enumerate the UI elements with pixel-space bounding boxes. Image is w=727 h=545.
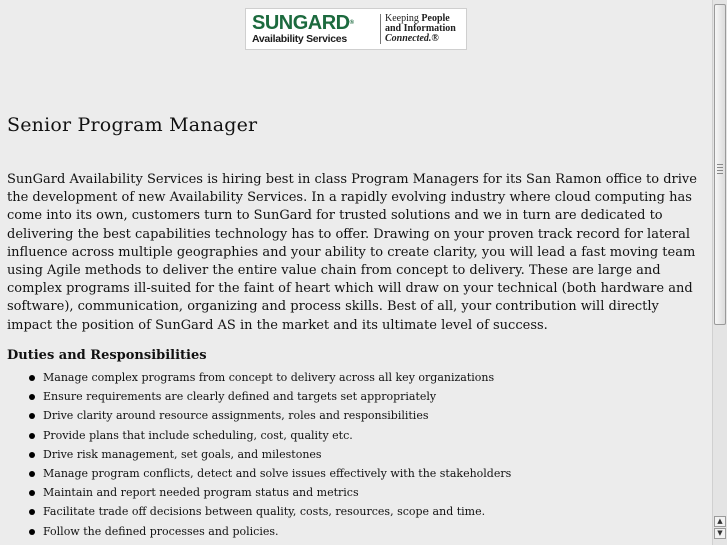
list-item-text: Follow the defined processes and policies. — [43, 524, 279, 538]
bullet-icon — [29, 509, 35, 515]
bullet-icon — [29, 490, 35, 496]
duties-list — [0, 368, 511, 541]
list-item — [0, 387, 511, 406]
list-item — [0, 502, 511, 521]
grip-icon — [717, 164, 723, 176]
scroll-down-button[interactable]: ▼ — [714, 528, 726, 539]
sungard-logo — [245, 8, 467, 50]
list-item — [0, 368, 511, 387]
logo-wordmark — [246, 9, 380, 49]
logo-tagline: Keeping People and Information Connected.® — [385, 13, 456, 44]
bullet-icon — [29, 529, 35, 535]
list-item-text: Drive risk management, set goals, and milestones — [43, 447, 322, 461]
vertical-scrollbar[interactable] — [712, 0, 727, 545]
page-title: Senior Program Manager — [7, 114, 258, 136]
list-item-text: Provide plans that include scheduling, cost, quality etc. — [43, 428, 353, 442]
bullet-icon — [29, 394, 35, 400]
bullet-icon — [29, 433, 35, 439]
list-item — [0, 483, 511, 502]
list-item — [0, 406, 511, 425]
logo-subtitle: Availability Services — [252, 33, 347, 45]
list-item-text: Ensure requirements are clearly defined and targets set appropriately — [43, 390, 437, 404]
list-item — [0, 426, 511, 445]
bullet-icon — [29, 452, 35, 458]
scroll-up-button[interactable]: ▲ — [714, 516, 726, 527]
list-item-text: Drive clarity around resource assignments, roles and responsibilities — [43, 409, 429, 423]
bullet-icon — [29, 471, 35, 477]
duties-heading: Duties and Responsibilities — [7, 348, 207, 363]
bullet-icon — [29, 413, 35, 419]
list-item-text: Manage program conflicts, detect and solve issues effectively with the stakeholders — [43, 466, 512, 480]
list-item-text: Maintain and report needed program status and metrics — [43, 486, 359, 500]
logo-brand: SUNGARD® — [252, 12, 354, 34]
list-item — [0, 445, 511, 464]
intro-paragraph: SunGard Availability Services is hiring best in class Program Managers for its San Ramon office to drive the development of new Availability Services. In a rapidly evolving industry where cloud computing has come into its own, customers turn to SunGard for trusted solutions and we in turn are dedicated to delivering the best capabilities technology has to offer. Drawing on your proven track record for lateral influence across multiple geographies and your ability to create clarity, you will lead a fast moving team using Agile methods to deliver the entire value chain from concept to delivery. These are large and complex programs ill-suited for the faint of heart which will draw on your technical (both hardware and software), communication, organizing and process skills. Best of all, your contribution will directly impact the position of SunGard AS in the market and its ultimate level of success. — [7, 172, 697, 333]
list-item — [0, 464, 511, 483]
bullet-icon — [29, 375, 35, 381]
list-item-text: Manage complex programs from concept to delivery across all key organizations — [43, 371, 495, 384]
scrollbar-thumb[interactable] — [714, 4, 726, 325]
list-item — [0, 522, 511, 541]
list-item-text: Facilitate trade off decisions between quality, costs, resources, scope and time. — [43, 505, 486, 519]
